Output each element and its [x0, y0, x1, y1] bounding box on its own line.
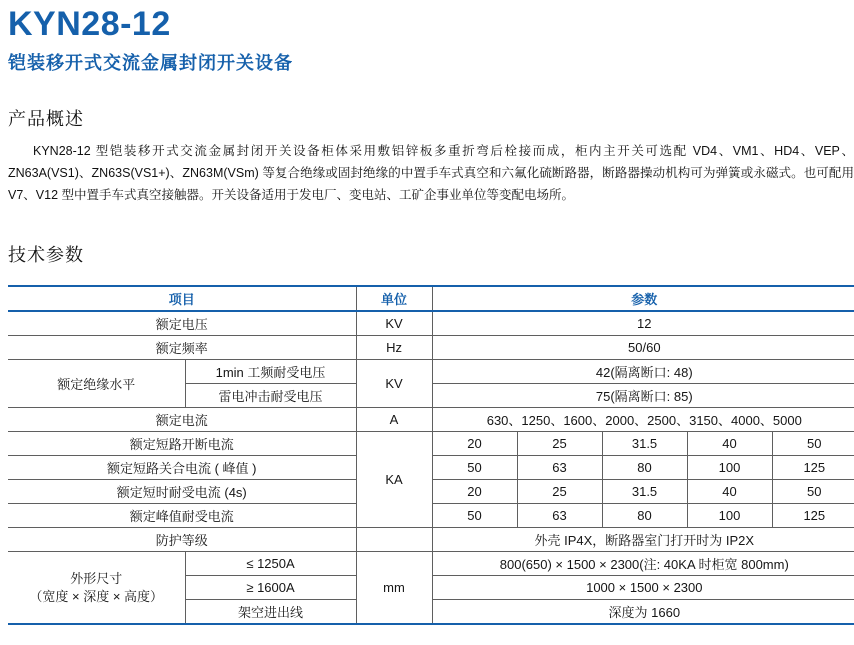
table-header-row	[8, 286, 854, 311]
row-value: 40	[687, 480, 772, 504]
table-row	[8, 432, 854, 456]
row-item: 额定短时耐受电流 (4s)	[8, 480, 356, 504]
table-row	[8, 360, 854, 384]
row-subitem: ≤ 1250A	[185, 552, 356, 576]
spec-table	[8, 285, 854, 625]
header-item: 项目	[8, 286, 356, 311]
table-row	[8, 552, 854, 576]
row-value: 31.5	[602, 432, 687, 456]
row-value: 1000 × 1500 × 2300	[432, 576, 854, 600]
row-unit: mm	[356, 552, 432, 625]
overview-paragraph: KYN28-12 型铠装移开式交流金属封闭开关设备柜体采用敷铝锌板多重折弯后栓接而成，柜内主开关可选配 VD4、VM1、HD4、VEP、ZN63A(VS1)、ZN63S(VS1+)、ZN63M(VSm) 等复合绝缘或固封绝缘的中置手车式真空和六氟化硫断路器，断路器操动机构可为弹簧或永磁式。也可配用 V7、V12 型中置手车式真空接触器。开关设备适用于发电厂、变电站、工矿企事业单位等变配电场所。	[8, 144, 854, 203]
row-item: 额定频率	[8, 336, 356, 360]
dimensions-label-line2: （宽度 × 深度 × 高度）	[29, 588, 164, 604]
row-value: 50	[432, 456, 517, 480]
row-value: 63	[517, 504, 602, 528]
row-value: 125	[772, 504, 854, 528]
row-value: 80	[602, 456, 687, 480]
row-value: 12	[432, 311, 854, 336]
row-item	[8, 552, 185, 625]
row-unit: A	[356, 408, 432, 432]
row-value: 20	[432, 480, 517, 504]
row-value: 63	[517, 456, 602, 480]
row-value: 20	[432, 432, 517, 456]
table-row	[8, 528, 854, 552]
row-value: 100	[687, 504, 772, 528]
row-subitem: 1min 工频耐受电压	[185, 360, 356, 384]
row-value: 外壳 IP4X，断路器室门打开时为 IP2X	[432, 528, 854, 552]
specs-heading: 技术参数	[8, 245, 84, 266]
row-value: 深度为 1660	[432, 600, 854, 625]
row-value: 25	[517, 480, 602, 504]
row-value: 630、1250、1600、2000、2500、3150、4000、5000	[432, 408, 854, 432]
overview-heading: 产品概述	[8, 109, 84, 130]
dimensions-label-line1: 外形尺寸	[70, 570, 123, 586]
row-value: 50	[432, 504, 517, 528]
row-value: 50	[772, 432, 854, 456]
row-subitem: 雷电冲击耐受电压	[185, 384, 356, 408]
row-unit	[356, 528, 432, 552]
row-value: 50/60	[432, 336, 854, 360]
row-subitem: ≥ 1600A	[185, 576, 356, 600]
row-unit: KV	[356, 360, 432, 408]
row-unit: KV	[356, 311, 432, 336]
row-value: 50	[772, 480, 854, 504]
table-row	[8, 311, 854, 336]
row-value: 125	[772, 456, 854, 480]
table-row	[8, 408, 854, 432]
row-item: 额定电流	[8, 408, 356, 432]
row-item: 额定峰值耐受电流	[8, 504, 356, 528]
row-item: 额定短路关合电流 ( 峰值 )	[8, 456, 356, 480]
row-item: 防护等级	[8, 528, 356, 552]
row-item: 额定绝缘水平	[8, 360, 185, 408]
row-item: 额定电压	[8, 311, 356, 336]
row-value: 75(隔离断口: 85)	[432, 384, 854, 408]
row-value: 40	[687, 432, 772, 456]
row-value: 25	[517, 432, 602, 456]
row-value: 31.5	[602, 480, 687, 504]
row-value: 100	[687, 456, 772, 480]
row-item: 额定短路开断电流	[8, 432, 356, 456]
header-unit: 单位	[356, 286, 432, 311]
row-unit: KA	[356, 432, 432, 528]
header-value: 参数	[432, 286, 854, 311]
table-row	[8, 336, 854, 360]
row-value: 800(650) × 1500 × 2300(注: 40KA 时柜宽 800mm)	[432, 552, 854, 576]
row-unit: Hz	[356, 336, 432, 360]
product-subtitle: 铠装移开式交流金属封闭开关设备	[8, 53, 293, 74]
product-model-title: KYN28-12	[8, 5, 171, 43]
row-value: 80	[602, 504, 687, 528]
row-value: 42(隔离断口: 48)	[432, 360, 854, 384]
row-subitem: 架空进出线	[185, 600, 356, 625]
